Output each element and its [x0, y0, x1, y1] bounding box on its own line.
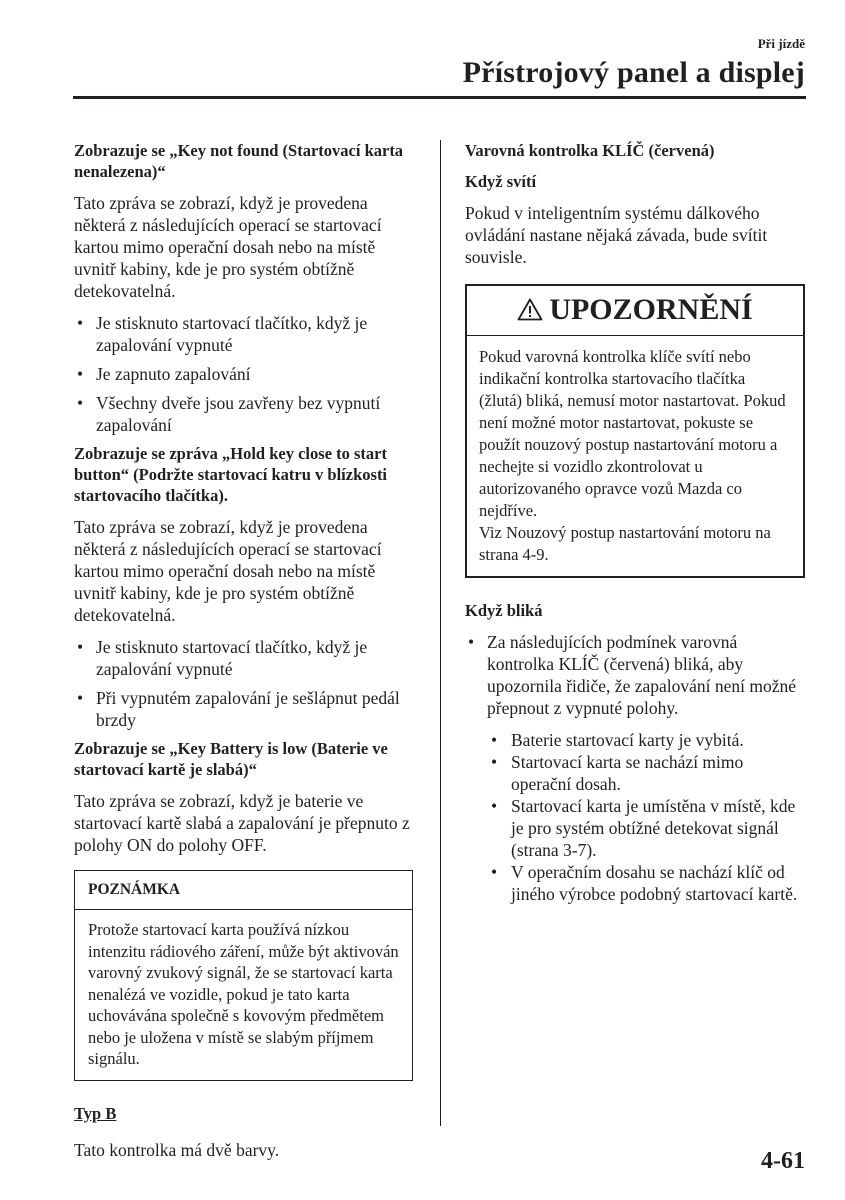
paragraph-key-not-found: Tato zpráva se zobrazí, když je provedena některá z následujících operací se startovací kartou mimo operační dosah nebo na místě uvnitř kabiny, kde je pro systém obtížně detekovatelná.: [74, 193, 382, 301]
type-b-heading: Typ B: [74, 1103, 117, 1123]
list-item: • Všechny dveře jsou zavřeny bez vypnutí zapalování: [74, 392, 419, 436]
list-item-text: Za následujících podmínek varovná kontrolka KLÍČ (červená) bliká, aby upozornila řidiče, že zapalování není možné přepnout z vypnuté polohy.: [487, 632, 797, 718]
sub-list-item: • Startovací karta se nachází mimo operační dosah.: [487, 751, 807, 795]
bullet-list-hold-key: [74, 636, 419, 731]
heading-key-not-found: Zobrazuje se „Key not found (Startovací karta nenalezena)“: [74, 141, 404, 181]
caution-body: [467, 336, 803, 576]
sub-list-item: • Baterie startovací karty je vybitá.: [487, 729, 807, 751]
chapter-title: Přístrojový panel a displej: [462, 56, 805, 89]
heading-when-lit: Když svítí: [465, 172, 537, 191]
sub-list-item: • Startovací karta je umístěna v místě, kde je pro systém obtížné detekovat signál (strana 3-7).: [487, 795, 807, 861]
heading-when-blinking: Když bliká: [465, 601, 543, 620]
warning-triangle-icon: [517, 298, 543, 321]
list-item: • Je stisknuto startovací tlačítko, když je zapalování vypnuté: [74, 636, 419, 680]
list-item: • Při vypnutém zapalování je sešlápnut pedál brzdy: [74, 687, 419, 731]
caution-header: [467, 286, 803, 336]
left-column: [74, 140, 419, 1171]
paragraph-type-b: Tato kontrolka má dvě barvy.: [74, 1139, 280, 1160]
right-column: [465, 140, 807, 912]
heading-hold-key: Zobrazuje se zpráva „Hold key close to start button“ (Podržte startovací katru v blízkosti startovacího tlačítka).: [74, 444, 388, 505]
heading-key-warning-light: Varovná kontrolka KLÍČ (červená): [465, 141, 715, 160]
paragraph-key-battery-low: Tato zpráva se zobrazí, když je baterie ve startovací kartě slabá a zapalování je přepnuto z polohy ON do polohy OFF.: [74, 791, 410, 855]
paragraph-when-lit: Pokud v inteligentním systému dálkového ovládání nastane nějaká závada, bude svítit souvisle.: [465, 203, 768, 267]
list-item: • Je stisknuto startovací tlačítko, když je zapalování vypnuté: [74, 312, 419, 356]
paragraph-hold-key: Tato zpráva se zobrazí, když je provedena některá z následujících operací se startovací kartou mimo operační dosah nebo na místě uvnitř kabiny, kde je pro systém obtížně detekovatelná.: [74, 517, 382, 625]
caution-reference: Viz Nouzový postup nastartování motoru na strana 4-9.: [479, 523, 771, 564]
sub-bullet-list: [487, 729, 807, 905]
note-box: [74, 870, 413, 1081]
section-label: Při jízdě: [757, 36, 805, 51]
bullet-list-key-not-found: [74, 312, 419, 436]
list-item: • Je zapnuto zapalování: [74, 363, 419, 385]
page-number: 4-61: [761, 1148, 805, 1174]
header-rule: [73, 96, 806, 99]
column-divider: [440, 140, 441, 1126]
heading-key-battery-low: Zobrazuje se „Key Battery is low (Baterie ve startovací kartě je slabá)“: [74, 739, 388, 779]
caution-text: Pokud varovná kontrolka klíče svítí nebo indikační kontrolka startovacího tlačítka (žlutá) bliká, nemusí motor nastartovat. Pokud není možné motor nastartovat, pokuste se použít nouzový postup nastartování motoru a nechejte si vozidlo zkontrolovat u autorizovaného opravce vozů Mazda co nejdříve.: [479, 347, 786, 520]
list-item: [465, 631, 807, 905]
note-text: Protože startovací karta používá nízkou intenzitu rádiového záření, může být aktivován varovný zvukový signál, že se startovací karta nenalézá ve vozidle, pokud je tato karta uchovávána společně s kovovým předmětem nebo je uložena v místě se slabým příjmem signálu.: [88, 920, 399, 1068]
note-title: POZNÁMKA: [75, 871, 412, 910]
bullet-list-blinking: [465, 631, 807, 905]
caution-box: [465, 284, 805, 578]
sub-list-item: • V operačním dosahu se nachází klíč od jiného výrobce podobný startovací kartě.: [487, 861, 807, 905]
caution-title: UPOZORNĚNÍ: [549, 293, 753, 326]
